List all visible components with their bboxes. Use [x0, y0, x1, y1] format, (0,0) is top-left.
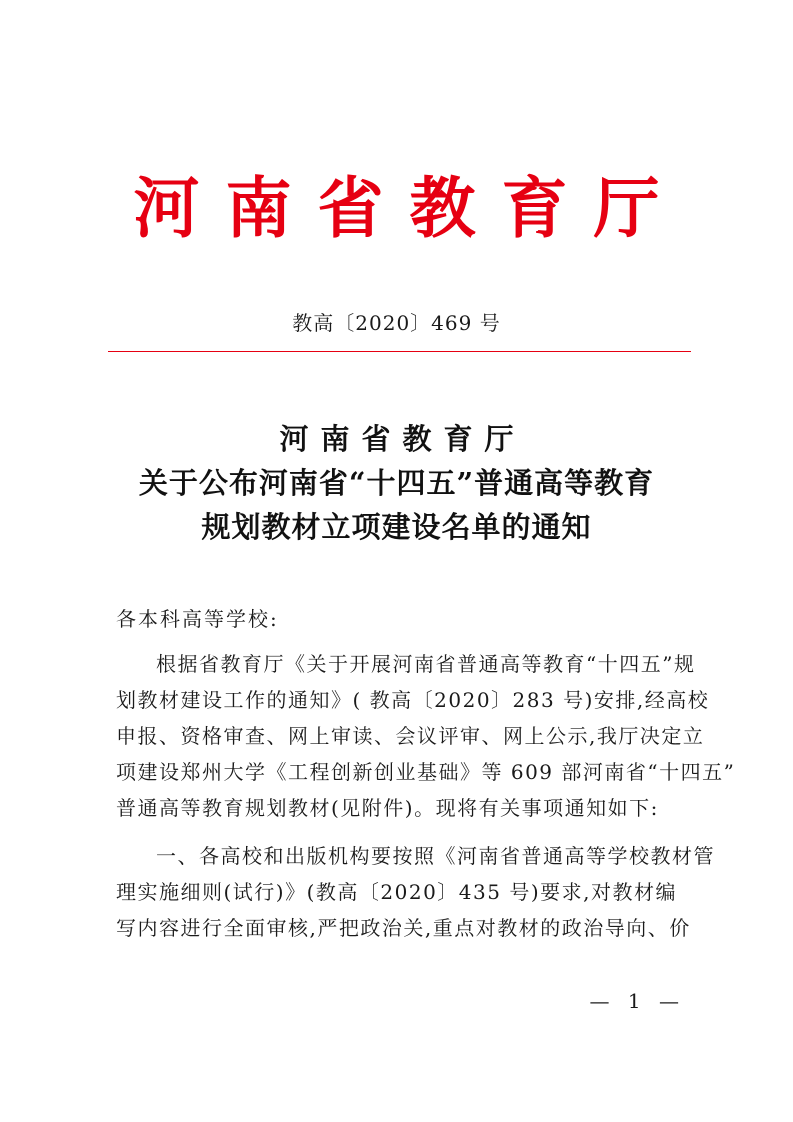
- paragraph-2: [116, 838, 715, 946]
- title-line-3: 规划教材立项建设名单的通知: [201, 510, 592, 544]
- title-line-2: 关于公布河南省“十四五”普通高等教育: [138, 466, 655, 500]
- paragraph-line: 项建设郑州大学《工程创新创业基础》等 609 部河南省“十四五”: [116, 760, 736, 784]
- paragraph-1: [116, 646, 736, 826]
- paragraph-line: 一、各高校和出版机构要按照《河南省普通高等学校教材管: [156, 844, 715, 868]
- paragraph-line: 普通高等教育规划教材(见附件)。现将有关事项通知如下:: [116, 796, 659, 820]
- title-line-1: 河南省教育厅: [279, 422, 526, 456]
- salutation: 各本科高等学校:: [116, 607, 279, 631]
- paragraph-line: 写内容进行全面审核,严把政治关,重点对教材的政治导向、价: [116, 916, 691, 940]
- paragraph-line: 划教材建设工作的通知》( 教高〔2020〕283 号)安排,经高校: [116, 688, 710, 712]
- document-title: [0, 417, 793, 549]
- paragraph-line: 申报、资格审查、网上审读、会议评审、网上公示,我厅决定立: [116, 724, 705, 748]
- page-number: — 1 —: [589, 989, 685, 1013]
- masthead-title: 河南省教育厅: [133, 169, 686, 247]
- document-number: 教高〔2020〕469 号: [292, 311, 501, 335]
- paragraph-line: 根据省教育厅《关于开展河南省普通高等教育“十四五”规: [156, 652, 696, 676]
- red-separator-line: [108, 351, 691, 352]
- paragraph-line: 理实施细则(试行)》(教高〔2020〕435 号)要求,对教材编: [116, 880, 677, 904]
